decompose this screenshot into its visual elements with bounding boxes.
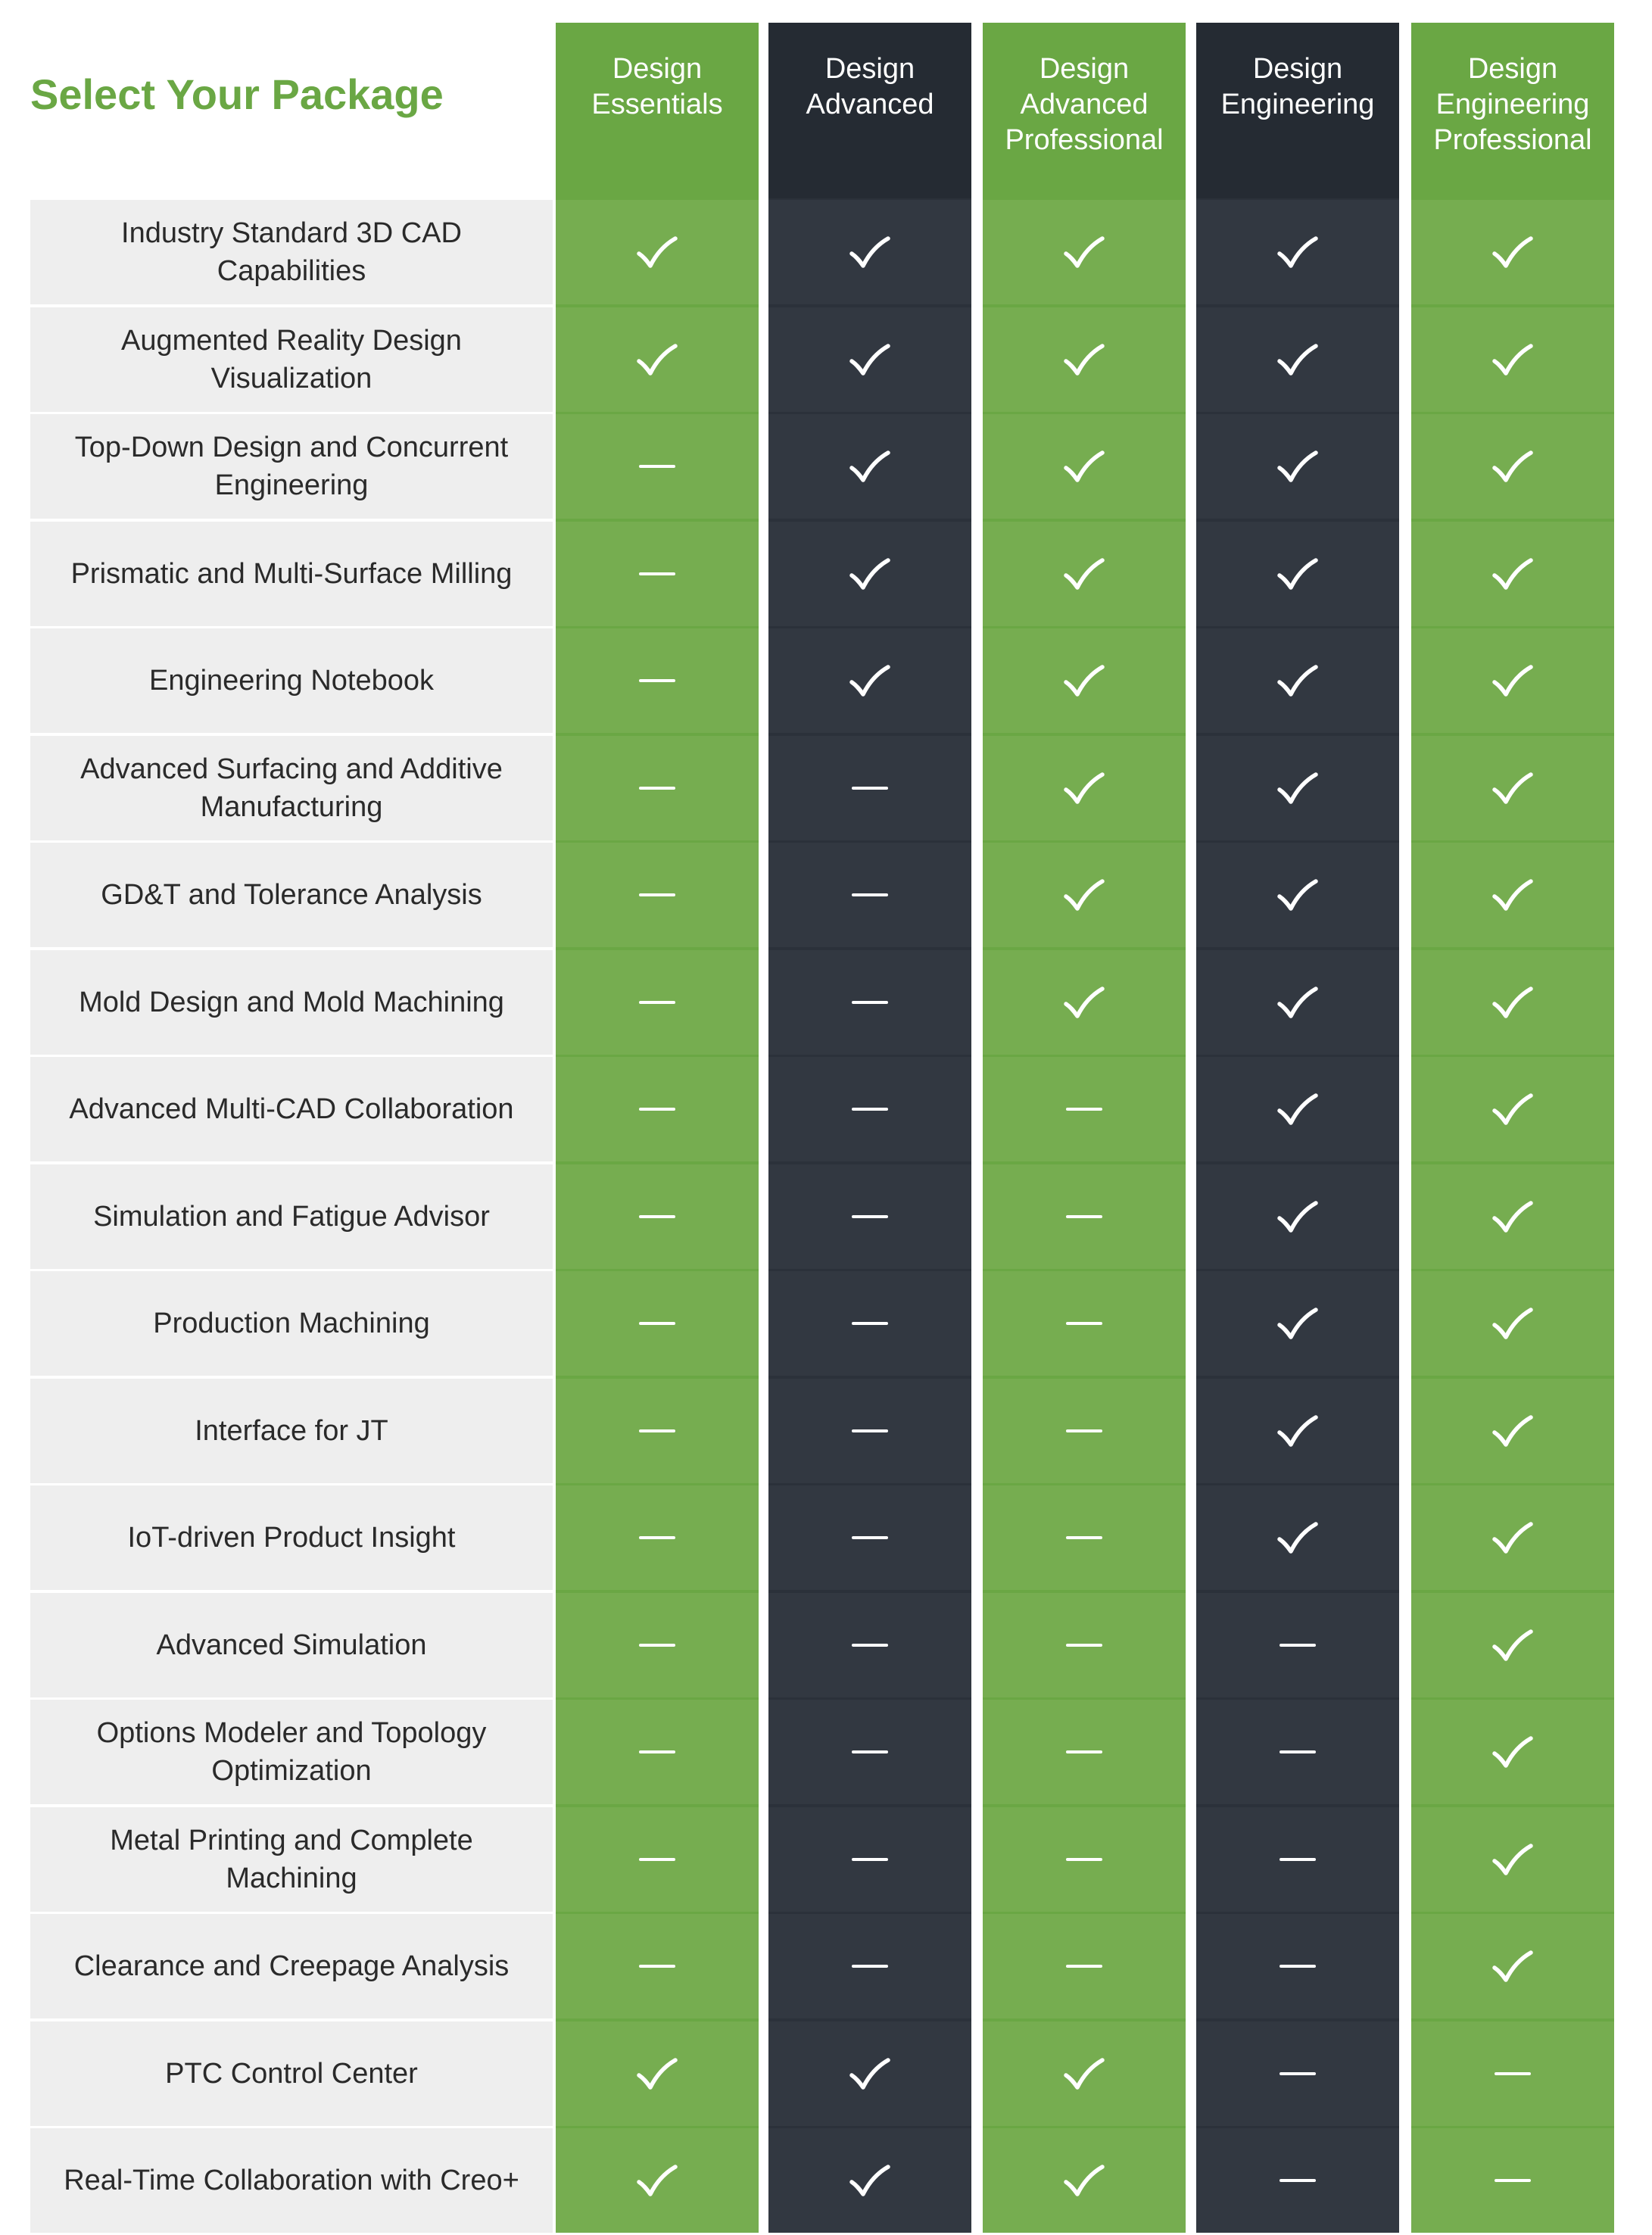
feature-label bbox=[30, 628, 553, 733]
dash-icon bbox=[852, 1215, 888, 1218]
feature-label bbox=[30, 1807, 553, 1912]
dash-icon bbox=[852, 787, 888, 790]
checkmark-icon bbox=[1276, 1521, 1319, 1554]
feature-label-text bbox=[165, 2055, 418, 2093]
feature-label-text bbox=[110, 1822, 472, 1897]
checkmark-icon bbox=[1491, 986, 1534, 1019]
feature-cell-design-engineering-professional bbox=[1411, 1271, 1614, 1376]
page-title: Select Your Package bbox=[30, 70, 444, 118]
dash-icon bbox=[1280, 1750, 1316, 1753]
feature-label-text bbox=[71, 555, 513, 593]
column-header-design-engineering bbox=[1196, 23, 1399, 198]
feature-cell-design-advanced-professional bbox=[983, 2021, 1186, 2126]
feature-label-line: Engineering Notebook bbox=[148, 665, 435, 697]
checkmark-icon bbox=[1276, 771, 1319, 805]
checkmark-icon bbox=[636, 343, 678, 376]
checkmark-icon bbox=[1491, 1414, 1534, 1448]
column-header-line: Design bbox=[1467, 53, 1558, 85]
feature-cell-design-engineering-professional bbox=[1411, 200, 1614, 304]
dash-icon bbox=[639, 1858, 675, 1861]
feature-label-text bbox=[149, 662, 434, 700]
column-header-line: Engineering bbox=[1220, 89, 1375, 120]
feature-cell-design-advanced-professional bbox=[983, 1379, 1186, 1483]
checkmark-icon bbox=[1491, 1843, 1534, 1876]
feature-cell-design-essentials bbox=[556, 522, 759, 626]
column-header-design-advanced-professional bbox=[983, 23, 1186, 198]
feature-label bbox=[30, 522, 553, 626]
dash-icon bbox=[639, 787, 675, 790]
feature-cell-design-advanced-professional bbox=[983, 843, 1186, 947]
column-header-design-essentials bbox=[556, 23, 759, 198]
dash-icon bbox=[1280, 1644, 1316, 1647]
feature-cell-design-engineering bbox=[1196, 2128, 1399, 2233]
dash-icon bbox=[1066, 1322, 1102, 1325]
feature-cell-design-advanced-professional bbox=[983, 200, 1186, 304]
dash-icon bbox=[852, 1644, 888, 1647]
column-header-line: Design bbox=[1252, 53, 1343, 85]
feature-cell-design-engineering-professional bbox=[1411, 2021, 1614, 2126]
feature-cell-design-advanced bbox=[768, 307, 971, 412]
dash-icon bbox=[1066, 1215, 1102, 1218]
checkmark-icon bbox=[849, 343, 891, 376]
feature-cell-design-engineering bbox=[1196, 628, 1399, 733]
feature-cell-design-engineering-professional bbox=[1411, 736, 1614, 840]
feature-cell-design-engineering bbox=[1196, 1807, 1399, 1912]
feature-label-line: GD&T and Tolerance Analysis bbox=[101, 879, 482, 911]
feature-label-text bbox=[121, 214, 462, 290]
checkmark-icon bbox=[849, 2057, 891, 2090]
column-header-design-engineering-professional bbox=[1411, 23, 1614, 198]
feature-cell-design-engineering-professional bbox=[1411, 1807, 1614, 1912]
checkmark-icon bbox=[1491, 878, 1534, 912]
checkmark-icon bbox=[1491, 1200, 1534, 1233]
feature-cell-design-advanced bbox=[768, 2021, 971, 2126]
feature-cell-design-engineering-professional bbox=[1411, 843, 1614, 947]
feature-cell-design-essentials bbox=[556, 1700, 759, 1804]
checkmark-icon bbox=[1063, 878, 1105, 912]
dash-icon bbox=[639, 1001, 675, 1004]
feature-label-line: Production Machining bbox=[153, 1308, 430, 1339]
feature-label bbox=[30, 307, 553, 412]
checkmark-icon bbox=[1491, 1629, 1534, 1662]
feature-label-line: Augmented Reality Design bbox=[121, 325, 462, 357]
feature-cell-design-essentials bbox=[556, 1914, 759, 2018]
checkmark-icon bbox=[1276, 878, 1319, 912]
dash-icon bbox=[639, 893, 675, 896]
feature-label-line: Real-Time Collaboration with Creo+ bbox=[64, 2165, 519, 2196]
dash-icon bbox=[1066, 1644, 1102, 1647]
feature-cell-design-essentials bbox=[556, 1164, 759, 1269]
feature-cell-design-essentials bbox=[556, 1593, 759, 1697]
feature-label-text bbox=[121, 322, 462, 397]
dash-icon bbox=[1066, 1965, 1102, 1968]
feature-cell-design-advanced-professional bbox=[983, 1164, 1186, 1269]
feature-cell-design-engineering bbox=[1196, 1271, 1399, 1376]
dash-icon bbox=[639, 1322, 675, 1325]
feature-cell-design-advanced bbox=[768, 2128, 971, 2233]
checkmark-icon bbox=[1276, 1414, 1319, 1448]
column-header-line: Professional bbox=[1005, 124, 1164, 156]
dash-icon bbox=[639, 465, 675, 468]
feature-cell-design-engineering bbox=[1196, 950, 1399, 1055]
feature-label-text bbox=[74, 1947, 510, 1985]
dash-icon bbox=[1280, 1858, 1316, 1861]
checkmark-icon bbox=[1276, 664, 1319, 697]
feature-cell-design-advanced-professional bbox=[983, 2128, 1186, 2233]
checkmark-icon bbox=[849, 2164, 891, 2197]
feature-cell-design-advanced-professional bbox=[983, 1700, 1186, 1804]
dash-icon bbox=[639, 1215, 675, 1218]
dash-icon bbox=[639, 1536, 675, 1539]
feature-label-text bbox=[97, 1714, 487, 1790]
feature-cell-design-essentials bbox=[556, 950, 759, 1055]
feature-label-text bbox=[195, 1412, 388, 1450]
checkmark-icon bbox=[1063, 235, 1105, 269]
checkmark-icon bbox=[849, 557, 891, 591]
feature-cell-design-advanced-professional bbox=[983, 1057, 1186, 1161]
feature-cell-design-essentials bbox=[556, 1485, 759, 1590]
feature-cell-design-essentials bbox=[556, 2021, 759, 2126]
checkmark-icon bbox=[1063, 2164, 1105, 2197]
checkmark-icon bbox=[849, 235, 891, 269]
feature-cell-design-advanced bbox=[768, 1914, 971, 2018]
checkmark-icon bbox=[1276, 235, 1319, 269]
dash-icon bbox=[639, 1644, 675, 1647]
feature-cell-design-engineering-professional bbox=[1411, 1700, 1614, 1804]
feature-cell-design-engineering bbox=[1196, 2021, 1399, 2126]
feature-label bbox=[30, 950, 553, 1055]
feature-label-text bbox=[93, 1198, 490, 1236]
feature-label-text bbox=[80, 750, 503, 826]
feature-label-line: Clearance and Creepage Analysis bbox=[73, 1950, 510, 1982]
feature-cell-design-essentials bbox=[556, 414, 759, 519]
dash-icon bbox=[852, 1001, 888, 1004]
feature-label-text bbox=[153, 1305, 429, 1342]
dash-icon bbox=[1280, 2179, 1316, 2182]
checkmark-icon bbox=[1491, 1093, 1534, 1126]
checkmark-icon bbox=[636, 2057, 678, 2090]
checkmark-icon bbox=[1491, 343, 1534, 376]
checkmark-icon bbox=[849, 664, 891, 697]
feature-label bbox=[30, 1914, 553, 2018]
feature-cell-design-advanced-professional bbox=[983, 1914, 1186, 2018]
feature-cell-design-advanced-professional bbox=[983, 628, 1186, 733]
checkmark-icon bbox=[1063, 2057, 1105, 2090]
dash-icon bbox=[1066, 1750, 1102, 1753]
feature-cell-design-essentials bbox=[556, 200, 759, 304]
feature-cell-design-engineering bbox=[1196, 1164, 1399, 1269]
feature-label-line: Mold Design and Mold Machining bbox=[79, 987, 504, 1018]
checkmark-icon bbox=[1276, 450, 1319, 483]
feature-label-line: IoT-driven Product Insight bbox=[127, 1522, 456, 1554]
checkmark-icon bbox=[1063, 343, 1105, 376]
feature-label-text bbox=[157, 1626, 427, 1664]
feature-cell-design-essentials bbox=[556, 628, 759, 733]
feature-cell-design-engineering-professional bbox=[1411, 1593, 1614, 1697]
feature-label-line: Interface for JT bbox=[195, 1415, 388, 1447]
checkmark-icon bbox=[1276, 1200, 1319, 1233]
checkmark-icon bbox=[1276, 1093, 1319, 1126]
feature-cell-design-engineering-professional bbox=[1411, 522, 1614, 626]
feature-label-line: Advanced Surfacing and Additive bbox=[80, 753, 503, 785]
feature-cell-design-advanced-professional bbox=[983, 307, 1186, 412]
feature-label bbox=[30, 1485, 553, 1590]
feature-label-text bbox=[69, 1090, 513, 1128]
feature-cell-design-essentials bbox=[556, 1057, 759, 1161]
feature-label-line: Optimization bbox=[211, 1755, 372, 1787]
feature-label-line: Advanced Simulation bbox=[156, 1629, 427, 1661]
feature-cell-design-essentials bbox=[556, 736, 759, 840]
column-header-line: Design bbox=[1039, 53, 1130, 85]
dash-icon bbox=[852, 1965, 888, 1968]
feature-cell-design-advanced bbox=[768, 1807, 971, 1912]
feature-cell-design-engineering-professional bbox=[1411, 1485, 1614, 1590]
feature-label-text bbox=[128, 1519, 456, 1557]
checkmark-icon bbox=[1276, 557, 1319, 591]
feature-cell-design-advanced bbox=[768, 736, 971, 840]
feature-cell-design-advanced-professional bbox=[983, 1485, 1186, 1590]
feature-cell-design-advanced bbox=[768, 1271, 971, 1376]
feature-cell-design-engineering-professional bbox=[1411, 1379, 1614, 1483]
checkmark-icon bbox=[1276, 986, 1319, 1019]
feature-label-line: Advanced Multi-CAD Collaboration bbox=[69, 1093, 514, 1125]
feature-cell-design-engineering bbox=[1196, 1700, 1399, 1804]
dash-icon bbox=[1280, 2072, 1316, 2075]
feature-cell-design-advanced bbox=[768, 414, 971, 519]
dash-icon bbox=[1495, 2072, 1531, 2075]
checkmark-icon bbox=[1063, 986, 1105, 1019]
column-header-line: Engineering bbox=[1435, 89, 1590, 120]
dash-icon bbox=[1066, 1108, 1102, 1111]
feature-cell-design-engineering-professional bbox=[1411, 2128, 1614, 2233]
feature-cell-design-essentials bbox=[556, 1379, 759, 1483]
feature-label bbox=[30, 2021, 553, 2126]
dash-icon bbox=[852, 1536, 888, 1539]
feature-label-line: Capabilities bbox=[217, 255, 366, 287]
feature-cell-design-essentials bbox=[556, 843, 759, 947]
feature-cell-design-advanced bbox=[768, 1593, 971, 1697]
feature-label bbox=[30, 200, 553, 304]
feature-label-line: Engineering bbox=[214, 469, 369, 501]
feature-cell-design-engineering-professional bbox=[1411, 414, 1614, 519]
feature-cell-design-advanced bbox=[768, 950, 971, 1055]
feature-cell-design-engineering-professional bbox=[1411, 307, 1614, 412]
feature-cell-design-engineering-professional bbox=[1411, 950, 1614, 1055]
column-header-design-advanced bbox=[768, 23, 971, 198]
feature-cell-design-essentials bbox=[556, 2128, 759, 2233]
feature-label-text bbox=[101, 876, 482, 914]
feature-cell-design-advanced-professional bbox=[983, 1593, 1186, 1697]
feature-label-line: Options Modeler and Topology bbox=[96, 1717, 487, 1749]
dash-icon bbox=[1066, 1536, 1102, 1539]
checkmark-icon bbox=[1276, 343, 1319, 376]
feature-cell-design-engineering bbox=[1196, 414, 1399, 519]
feature-label bbox=[30, 414, 553, 519]
dash-icon bbox=[852, 1322, 888, 1325]
checkmark-icon bbox=[636, 235, 678, 269]
dash-icon bbox=[639, 1965, 675, 1968]
checkmark-icon bbox=[1491, 1307, 1534, 1340]
feature-cell-design-advanced bbox=[768, 1057, 971, 1161]
dash-icon bbox=[639, 1750, 675, 1753]
dash-icon bbox=[639, 1108, 675, 1111]
feature-label-line: Metal Printing and Complete bbox=[110, 1825, 473, 1856]
feature-cell-design-engineering bbox=[1196, 1379, 1399, 1483]
feature-cell-design-engineering-professional bbox=[1411, 1914, 1614, 2018]
dash-icon bbox=[639, 1429, 675, 1432]
checkmark-icon bbox=[1491, 1735, 1534, 1769]
column-header-line: Design bbox=[612, 53, 703, 85]
dash-icon bbox=[852, 1858, 888, 1861]
checkmark-icon bbox=[1276, 1307, 1319, 1340]
feature-label bbox=[30, 843, 553, 947]
feature-cell-design-engineering bbox=[1196, 1485, 1399, 1590]
checkmark-icon bbox=[1063, 771, 1105, 805]
checkmark-icon bbox=[849, 450, 891, 483]
feature-cell-design-advanced-professional bbox=[983, 522, 1186, 626]
column-header-line: Design bbox=[824, 53, 915, 85]
feature-label bbox=[30, 1164, 553, 1269]
feature-label bbox=[30, 1593, 553, 1697]
feature-cell-design-engineering-professional bbox=[1411, 628, 1614, 733]
checkmark-icon bbox=[1063, 664, 1105, 697]
feature-cell-design-engineering-professional bbox=[1411, 1164, 1614, 1269]
feature-label-line: Industry Standard 3D CAD bbox=[121, 217, 462, 249]
feature-cell-design-engineering-professional bbox=[1411, 1057, 1614, 1161]
feature-cell-design-advanced-professional bbox=[983, 414, 1186, 519]
feature-cell-design-advanced bbox=[768, 1379, 971, 1483]
feature-label-line: Machining bbox=[226, 1862, 357, 1894]
column-header-line: Essentials bbox=[591, 89, 723, 120]
feature-cell-design-advanced bbox=[768, 628, 971, 733]
dash-icon bbox=[639, 679, 675, 682]
feature-cell-design-engineering bbox=[1196, 1914, 1399, 2018]
feature-cell-design-engineering bbox=[1196, 1057, 1399, 1161]
checkmark-icon bbox=[1491, 1521, 1534, 1554]
dash-icon bbox=[1066, 1429, 1102, 1432]
dash-icon bbox=[852, 1429, 888, 1432]
checkmark-icon bbox=[1491, 771, 1534, 805]
feature-label bbox=[30, 1700, 553, 1804]
column-header-line: Advanced bbox=[1020, 89, 1149, 120]
feature-label-text bbox=[79, 983, 504, 1021]
feature-cell-design-advanced bbox=[768, 1485, 971, 1590]
feature-label-text bbox=[64, 2162, 519, 2199]
feature-cell-design-essentials bbox=[556, 1271, 759, 1376]
feature-cell-design-advanced-professional bbox=[983, 736, 1186, 840]
feature-label-line: Manufacturing bbox=[200, 791, 383, 823]
dash-icon bbox=[639, 572, 675, 575]
feature-cell-design-advanced bbox=[768, 1164, 971, 1269]
checkmark-icon bbox=[636, 2164, 678, 2197]
checkmark-icon bbox=[1491, 235, 1534, 269]
feature-cell-design-engineering bbox=[1196, 736, 1399, 840]
feature-label-line: Simulation and Fatigue Advisor bbox=[93, 1201, 490, 1233]
feature-label bbox=[30, 1057, 553, 1161]
checkmark-icon bbox=[1491, 557, 1534, 591]
checkmark-icon bbox=[1491, 1950, 1534, 1983]
feature-cell-design-advanced bbox=[768, 1700, 971, 1804]
feature-label bbox=[30, 1271, 553, 1376]
feature-label-line: Visualization bbox=[210, 363, 372, 394]
dash-icon bbox=[1066, 1858, 1102, 1861]
checkmark-icon bbox=[1491, 664, 1534, 697]
feature-cell-design-advanced bbox=[768, 522, 971, 626]
dash-icon bbox=[852, 893, 888, 896]
column-header-line: Advanced bbox=[806, 89, 934, 120]
feature-cell-design-engineering bbox=[1196, 522, 1399, 626]
checkmark-icon bbox=[1063, 450, 1105, 483]
feature-cell-design-advanced-professional bbox=[983, 950, 1186, 1055]
checkmark-icon bbox=[1063, 557, 1105, 591]
feature-cell-design-advanced-professional bbox=[983, 1807, 1186, 1912]
feature-label-line: PTC Control Center bbox=[165, 2058, 418, 2090]
feature-cell-design-advanced-professional bbox=[983, 1271, 1186, 1376]
checkmark-icon bbox=[1491, 450, 1534, 483]
feature-cell-design-engineering bbox=[1196, 843, 1399, 947]
feature-cell-design-advanced bbox=[768, 843, 971, 947]
feature-cell-design-engineering bbox=[1196, 200, 1399, 304]
feature-label bbox=[30, 736, 553, 840]
dash-icon bbox=[1495, 2179, 1531, 2182]
dash-icon bbox=[852, 1108, 888, 1111]
feature-cell-design-engineering bbox=[1196, 307, 1399, 412]
feature-cell-design-engineering bbox=[1196, 1593, 1399, 1697]
column-header-line: Professional bbox=[1433, 124, 1592, 156]
dash-icon bbox=[852, 1750, 888, 1753]
feature-cell-design-essentials bbox=[556, 307, 759, 412]
feature-label bbox=[30, 2128, 553, 2233]
feature-label-line: Top-Down Design and Concurrent bbox=[74, 432, 509, 463]
feature-label-line: Prismatic and Multi-Surface Milling bbox=[70, 558, 513, 590]
feature-label-text bbox=[75, 429, 508, 504]
feature-cell-design-advanced bbox=[768, 200, 971, 304]
feature-cell-design-essentials bbox=[556, 1807, 759, 1912]
dash-icon bbox=[1280, 1965, 1316, 1968]
feature-label bbox=[30, 1379, 553, 1483]
